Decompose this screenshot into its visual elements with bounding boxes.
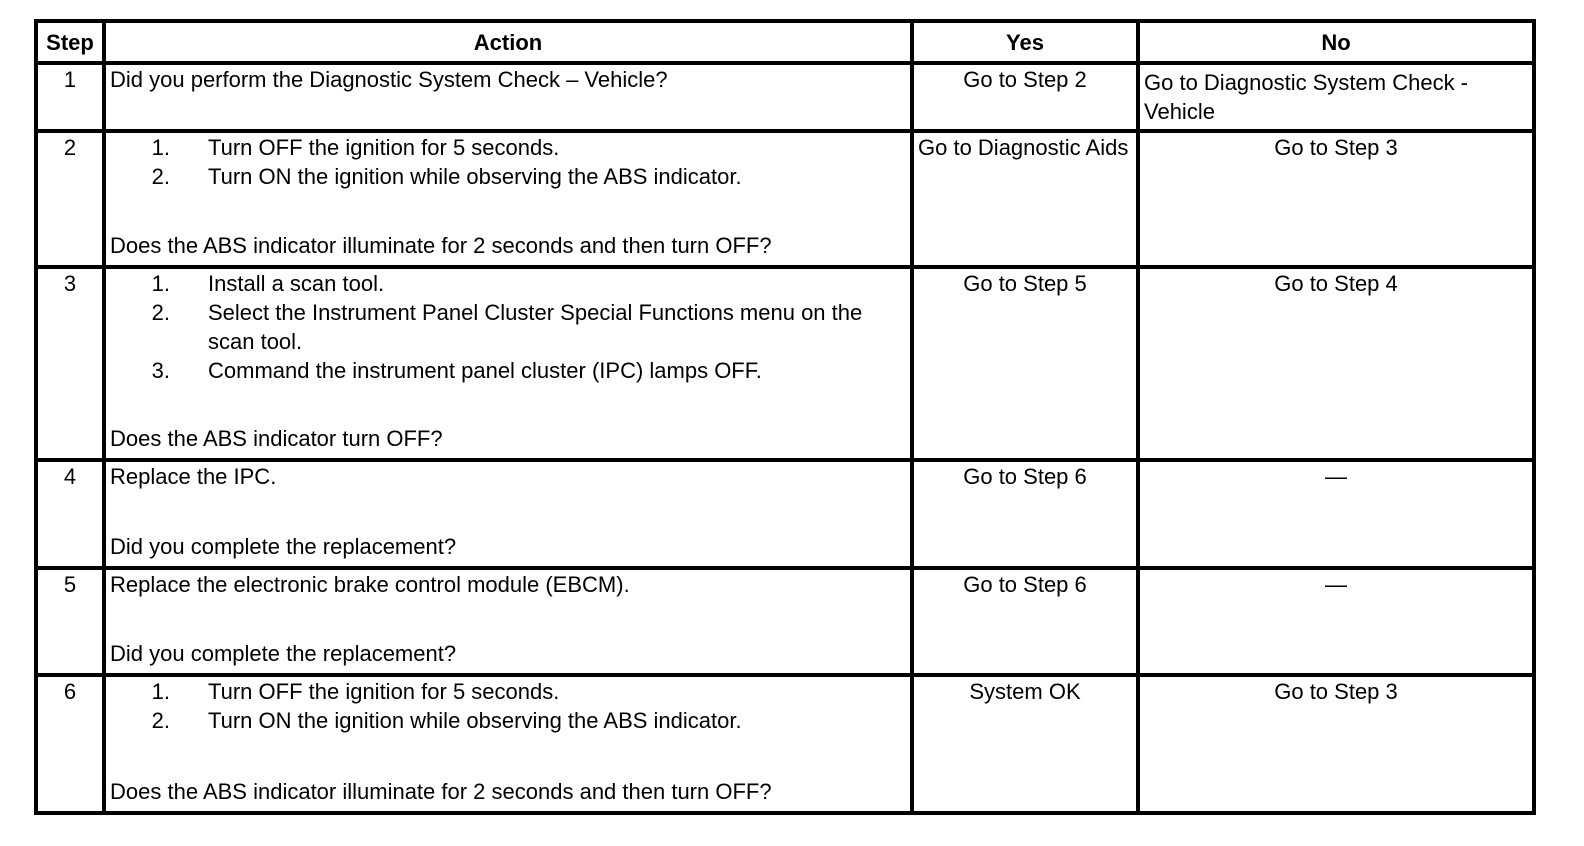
action-steps-list: [110, 133, 906, 191]
no-cell: Go to Diagnostic System Check - Vehicle: [1138, 63, 1534, 131]
header-action: Action: [104, 21, 912, 63]
action-intro: Replace the IPC.: [110, 464, 277, 489]
list-item: 2. Select the Instrument Panel Cluster Special Functions menu on the scan tool.: [151, 300, 863, 354]
step-number: 3: [36, 267, 104, 460]
diagnostic-table: [34, 19, 1536, 815]
table-row: [36, 568, 1534, 675]
action-question: Did you complete the replacement?: [110, 534, 457, 559]
no-cell: Go to Step 3: [1138, 675, 1534, 813]
action-cell: [104, 675, 912, 813]
action-steps-list: [110, 269, 906, 385]
action-cell: [104, 131, 912, 267]
list-item: 1. Turn OFF the ignition for 5 seconds.: [151, 679, 560, 704]
diagnostic-table-container: [34, 19, 1536, 815]
action-question: Does the ABS indicator illuminate for 2 seconds and then turn OFF?: [110, 233, 772, 258]
list-item: 1. Turn OFF the ignition for 5 seconds.: [151, 135, 560, 160]
yes-cell: Go to Step 5: [912, 267, 1138, 460]
step-number: 6: [36, 675, 104, 813]
header-no: No: [1138, 21, 1534, 63]
step-number: 2: [36, 131, 104, 267]
list-item: 1. Install a scan tool.: [151, 271, 385, 296]
action-steps-list: [110, 677, 906, 735]
action-cell: [104, 63, 912, 131]
no-cell: —: [1138, 460, 1534, 568]
action-question: Does the ABS indicator illuminate for 2 seconds and then turn OFF?: [110, 779, 772, 804]
action-question: Does the ABS indicator turn OFF?: [110, 426, 443, 451]
list-item: 3. Command the instrument panel cluster (IPC) lamps OFF.: [151, 358, 762, 383]
yes-cell: Go to Step 6: [912, 460, 1138, 568]
no-cell: Go to Step 3: [1138, 131, 1534, 267]
yes-cell: Go to Step 2: [912, 63, 1138, 131]
action-cell: [104, 267, 912, 460]
no-cell: Go to Step 4: [1138, 267, 1534, 460]
action-question: Did you complete the replacement?: [110, 641, 457, 666]
table-row: [36, 131, 1534, 267]
table-row: [36, 675, 1534, 813]
table-row: [36, 460, 1534, 568]
table-row: [36, 63, 1534, 131]
yes-cell: System OK: [912, 675, 1138, 813]
header-yes: Yes: [912, 21, 1138, 63]
header-row: [36, 21, 1534, 63]
step-number: 5: [36, 568, 104, 675]
step-number: 4: [36, 460, 104, 568]
yes-cell: Go to Step 6: [912, 568, 1138, 675]
yes-cell: Go to Diagnostic Aids: [912, 131, 1138, 267]
header-step: Step: [36, 21, 104, 63]
table-row: [36, 267, 1534, 460]
no-cell: —: [1138, 568, 1534, 675]
action-intro: Replace the electronic brake control module (EBCM).: [110, 572, 630, 597]
step-number: 1: [36, 63, 104, 131]
action-cell: [104, 568, 912, 675]
action-cell: [104, 460, 912, 568]
list-item: 2. Turn ON the ignition while observing the ABS indicator.: [151, 708, 742, 733]
list-item: 2. Turn ON the ignition while observing the ABS indicator.: [151, 164, 742, 189]
action-intro: Did you perform the Diagnostic System Check – Vehicle?: [110, 67, 668, 92]
